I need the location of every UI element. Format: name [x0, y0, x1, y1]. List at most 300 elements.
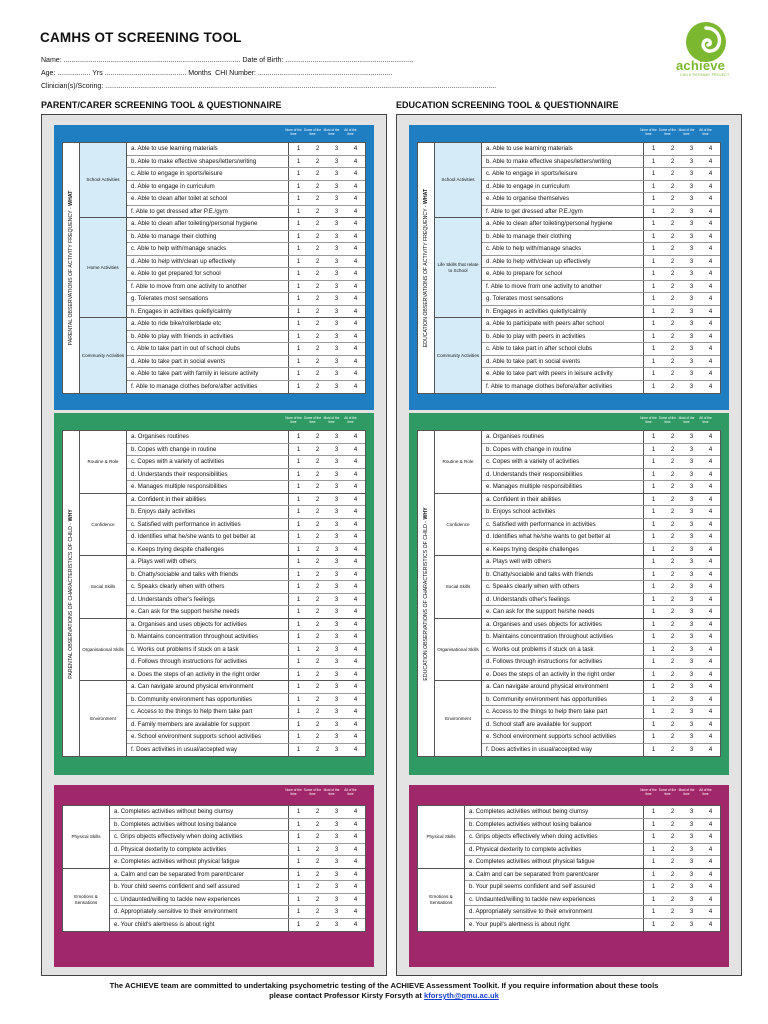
rating-option-3[interactable]: 3	[689, 846, 694, 853]
rating-option-4[interactable]: 4	[353, 671, 358, 678]
rating-option-2[interactable]: 2	[670, 621, 675, 628]
rating-option-3[interactable]: 3	[689, 709, 694, 715]
rating-option-4[interactable]: 4	[708, 834, 713, 840]
rating-option-2[interactable]: 2	[670, 496, 675, 503]
rating-option-4[interactable]: 4	[708, 358, 713, 365]
rating-option-3[interactable]: 3	[334, 146, 339, 152]
rating-option-4[interactable]: 4	[353, 158, 358, 165]
rating-option-2[interactable]: 2	[670, 609, 675, 615]
rating-option-1[interactable]: 1	[296, 571, 301, 578]
rating-option-2[interactable]: 2	[670, 821, 675, 828]
rating-option-3[interactable]: 3	[689, 446, 694, 453]
rating-option-2[interactable]: 2	[315, 258, 320, 265]
rating-option-4[interactable]: 4	[708, 283, 713, 290]
rating-option-3[interactable]: 3	[334, 546, 339, 553]
rating-option-2[interactable]: 2	[670, 746, 675, 753]
rating-option-2[interactable]: 2	[315, 809, 320, 815]
rating-option-1[interactable]: 1	[651, 459, 656, 465]
rating-option-1[interactable]: 1	[296, 846, 301, 853]
rating-option-4[interactable]: 4	[708, 446, 713, 453]
rating-option-1[interactable]: 1	[651, 696, 656, 703]
rating-option-2[interactable]: 2	[315, 634, 320, 640]
rating-option-2[interactable]: 2	[670, 659, 675, 665]
rating-option-1[interactable]: 1	[296, 709, 301, 715]
rating-option-4[interactable]: 4	[353, 596, 358, 603]
rating-option-4[interactable]: 4	[708, 909, 713, 915]
rating-option-4[interactable]: 4	[708, 596, 713, 603]
rating-option-4[interactable]: 4	[353, 746, 358, 753]
rating-option-2[interactable]: 2	[670, 171, 675, 177]
name-field[interactable]: Name: ...........................................................................................	[41, 57, 241, 64]
clinician-field[interactable]: Clinician(s)/Scoring: .........................................................................................................................................................................................................	[41, 83, 497, 90]
rating-option-2[interactable]: 2	[315, 459, 320, 465]
rating-option-1[interactable]: 1	[651, 484, 656, 490]
rating-option-1[interactable]: 1	[651, 271, 656, 277]
rating-option-1[interactable]: 1	[651, 834, 656, 840]
rating-option-4[interactable]: 4	[708, 721, 713, 728]
rating-option-1[interactable]: 1	[296, 346, 301, 352]
rating-option-2[interactable]: 2	[315, 246, 320, 252]
rating-option-3[interactable]: 3	[689, 183, 694, 190]
rating-option-4[interactable]: 4	[708, 171, 713, 177]
rating-option-4[interactable]: 4	[353, 371, 358, 377]
rating-option-1[interactable]: 1	[651, 921, 656, 928]
rating-option-4[interactable]: 4	[353, 584, 358, 590]
rating-option-4[interactable]: 4	[353, 846, 358, 853]
rating-option-1[interactable]: 1	[651, 746, 656, 753]
rating-option-3[interactable]: 3	[689, 246, 694, 252]
rating-option-3[interactable]: 3	[334, 258, 339, 265]
rating-option-1[interactable]: 1	[651, 871, 656, 878]
rating-option-4[interactable]: 4	[708, 208, 713, 215]
rating-option-4[interactable]: 4	[353, 283, 358, 290]
rating-option-4[interactable]: 4	[708, 221, 713, 227]
rating-option-3[interactable]: 3	[334, 871, 339, 878]
rating-option-2[interactable]: 2	[315, 571, 320, 578]
rating-option-2[interactable]: 2	[670, 546, 675, 553]
rating-option-3[interactable]: 3	[689, 734, 694, 740]
rating-option-3[interactable]: 3	[689, 534, 694, 540]
rating-option-2[interactable]: 2	[315, 321, 320, 327]
rating-option-1[interactable]: 1	[296, 896, 301, 903]
rating-option-2[interactable]: 2	[670, 484, 675, 490]
rating-option-1[interactable]: 1	[651, 146, 656, 152]
rating-option-2[interactable]: 2	[670, 358, 675, 365]
rating-option-3[interactable]: 3	[689, 896, 694, 903]
rating-option-1[interactable]: 1	[651, 721, 656, 728]
rating-option-2[interactable]: 2	[315, 471, 320, 478]
rating-option-1[interactable]: 1	[651, 909, 656, 915]
rating-option-4[interactable]: 4	[708, 146, 713, 152]
rating-option-3[interactable]: 3	[689, 546, 694, 553]
rating-option-2[interactable]: 2	[315, 821, 320, 828]
rating-option-3[interactable]: 3	[689, 484, 694, 490]
rating-option-2[interactable]: 2	[670, 158, 675, 165]
rating-option-3[interactable]: 3	[334, 358, 339, 365]
rating-option-3[interactable]: 3	[334, 521, 339, 528]
rating-option-4[interactable]: 4	[708, 321, 713, 327]
rating-option-2[interactable]: 2	[315, 308, 320, 315]
rating-option-1[interactable]: 1	[296, 634, 301, 640]
rating-option-1[interactable]: 1	[651, 383, 656, 390]
rating-option-3[interactable]: 3	[334, 196, 339, 202]
rating-option-2[interactable]: 2	[315, 358, 320, 365]
rating-option-2[interactable]: 2	[315, 696, 320, 703]
rating-option-3[interactable]: 3	[689, 721, 694, 728]
rating-option-4[interactable]: 4	[708, 509, 713, 515]
rating-option-1[interactable]: 1	[296, 609, 301, 615]
rating-option-4[interactable]: 4	[353, 921, 358, 928]
rating-option-2[interactable]: 2	[670, 233, 675, 240]
rating-option-3[interactable]: 3	[334, 684, 339, 690]
rating-option-2[interactable]: 2	[670, 509, 675, 515]
rating-option-1[interactable]: 1	[651, 496, 656, 503]
rating-option-1[interactable]: 1	[651, 446, 656, 453]
rating-option-2[interactable]: 2	[315, 871, 320, 878]
rating-option-2[interactable]: 2	[315, 884, 320, 890]
rating-option-2[interactable]: 2	[670, 846, 675, 853]
rating-option-2[interactable]: 2	[315, 484, 320, 490]
rating-option-1[interactable]: 1	[296, 696, 301, 703]
rating-option-4[interactable]: 4	[708, 709, 713, 715]
rating-option-1[interactable]: 1	[651, 896, 656, 903]
rating-option-4[interactable]: 4	[708, 333, 713, 340]
rating-option-4[interactable]: 4	[708, 496, 713, 503]
rating-option-3[interactable]: 3	[689, 296, 694, 302]
chi-number-field[interactable]: CHI Number: .....................................................................	[215, 70, 393, 77]
rating-option-4[interactable]: 4	[353, 271, 358, 277]
rating-option-3[interactable]: 3	[334, 746, 339, 753]
rating-option-2[interactable]: 2	[670, 521, 675, 528]
rating-option-2[interactable]: 2	[670, 308, 675, 315]
rating-option-4[interactable]: 4	[708, 809, 713, 815]
rating-option-2[interactable]: 2	[315, 734, 320, 740]
rating-option-1[interactable]: 1	[651, 884, 656, 890]
rating-option-3[interactable]: 3	[334, 534, 339, 540]
rating-option-2[interactable]: 2	[315, 596, 320, 603]
rating-option-2[interactable]: 2	[315, 646, 320, 653]
rating-option-3[interactable]: 3	[689, 496, 694, 503]
rating-option-1[interactable]: 1	[651, 571, 656, 578]
rating-option-3[interactable]: 3	[334, 921, 339, 928]
rating-option-2[interactable]: 2	[670, 183, 675, 190]
rating-option-4[interactable]: 4	[353, 221, 358, 227]
rating-option-2[interactable]: 2	[670, 696, 675, 703]
rating-option-1[interactable]: 1	[296, 196, 301, 202]
rating-option-3[interactable]: 3	[689, 596, 694, 603]
rating-option-4[interactable]: 4	[708, 546, 713, 553]
rating-option-1[interactable]: 1	[296, 584, 301, 590]
rating-option-3[interactable]: 3	[689, 909, 694, 915]
rating-option-1[interactable]: 1	[651, 333, 656, 340]
rating-option-3[interactable]: 3	[334, 571, 339, 578]
rating-option-1[interactable]: 1	[296, 208, 301, 215]
rating-option-3[interactable]: 3	[334, 646, 339, 653]
rating-option-2[interactable]: 2	[670, 721, 675, 728]
rating-option-4[interactable]: 4	[353, 258, 358, 265]
rating-option-3[interactable]: 3	[689, 271, 694, 277]
rating-option-1[interactable]: 1	[296, 871, 301, 878]
rating-option-4[interactable]: 4	[708, 734, 713, 740]
rating-option-2[interactable]: 2	[670, 884, 675, 890]
rating-option-4[interactable]: 4	[708, 684, 713, 690]
rating-option-1[interactable]: 1	[296, 308, 301, 315]
rating-option-4[interactable]: 4	[708, 646, 713, 653]
rating-option-1[interactable]: 1	[651, 546, 656, 553]
rating-option-2[interactable]: 2	[315, 559, 320, 565]
rating-option-3[interactable]: 3	[689, 196, 694, 202]
rating-option-1[interactable]: 1	[651, 321, 656, 327]
rating-option-3[interactable]: 3	[689, 921, 694, 928]
rating-option-1[interactable]: 1	[296, 434, 301, 440]
rating-option-1[interactable]: 1	[296, 659, 301, 665]
rating-option-3[interactable]: 3	[689, 171, 694, 177]
rating-option-1[interactable]: 1	[651, 283, 656, 290]
rating-option-4[interactable]: 4	[353, 734, 358, 740]
rating-option-1[interactable]: 1	[296, 559, 301, 565]
rating-option-4[interactable]: 4	[353, 721, 358, 728]
rating-option-1[interactable]: 1	[296, 734, 301, 740]
rating-option-3[interactable]: 3	[334, 383, 339, 390]
rating-option-4[interactable]: 4	[353, 471, 358, 478]
rating-option-3[interactable]: 3	[334, 246, 339, 252]
rating-option-1[interactable]: 1	[651, 196, 656, 202]
rating-option-1[interactable]: 1	[296, 158, 301, 165]
rating-option-1[interactable]: 1	[296, 671, 301, 678]
rating-option-3[interactable]: 3	[334, 634, 339, 640]
rating-option-2[interactable]: 2	[670, 834, 675, 840]
rating-option-2[interactable]: 2	[315, 846, 320, 853]
rating-option-4[interactable]: 4	[708, 846, 713, 853]
rating-option-4[interactable]: 4	[353, 659, 358, 665]
rating-option-3[interactable]: 3	[334, 834, 339, 840]
rating-option-4[interactable]: 4	[353, 696, 358, 703]
rating-option-3[interactable]: 3	[334, 371, 339, 377]
rating-option-2[interactable]: 2	[670, 734, 675, 740]
rating-option-2[interactable]: 2	[315, 584, 320, 590]
rating-option-3[interactable]: 3	[334, 584, 339, 590]
rating-option-4[interactable]: 4	[353, 383, 358, 390]
rating-option-3[interactable]: 3	[334, 333, 339, 340]
rating-option-3[interactable]: 3	[689, 696, 694, 703]
rating-option-4[interactable]: 4	[708, 296, 713, 302]
rating-option-4[interactable]: 4	[708, 308, 713, 315]
rating-option-4[interactable]: 4	[708, 609, 713, 615]
rating-option-3[interactable]: 3	[689, 584, 694, 590]
rating-option-3[interactable]: 3	[334, 609, 339, 615]
rating-option-4[interactable]: 4	[708, 371, 713, 377]
rating-option-3[interactable]: 3	[689, 684, 694, 690]
rating-option-3[interactable]: 3	[334, 884, 339, 890]
rating-option-1[interactable]: 1	[651, 709, 656, 715]
rating-option-2[interactable]: 2	[315, 721, 320, 728]
rating-option-1[interactable]: 1	[296, 859, 301, 865]
rating-option-1[interactable]: 1	[296, 534, 301, 540]
rating-option-4[interactable]: 4	[708, 158, 713, 165]
rating-option-4[interactable]: 4	[353, 233, 358, 240]
rating-option-2[interactable]: 2	[315, 921, 320, 928]
rating-option-4[interactable]: 4	[708, 571, 713, 578]
rating-option-3[interactable]: 3	[334, 859, 339, 865]
rating-option-3[interactable]: 3	[334, 434, 339, 440]
rating-option-2[interactable]: 2	[315, 221, 320, 227]
rating-option-3[interactable]: 3	[689, 871, 694, 878]
rating-option-2[interactable]: 2	[315, 196, 320, 202]
age-field[interactable]: Age: ................. Yrs .......................................... Months	[41, 70, 212, 77]
rating-option-4[interactable]: 4	[353, 634, 358, 640]
rating-option-1[interactable]: 1	[296, 459, 301, 465]
rating-option-1[interactable]: 1	[296, 171, 301, 177]
rating-option-3[interactable]: 3	[689, 383, 694, 390]
rating-option-3[interactable]: 3	[689, 283, 694, 290]
rating-option-2[interactable]: 2	[670, 371, 675, 377]
rating-option-3[interactable]: 3	[334, 221, 339, 227]
rating-option-2[interactable]: 2	[670, 383, 675, 390]
rating-option-1[interactable]: 1	[296, 358, 301, 365]
rating-option-3[interactable]: 3	[689, 609, 694, 615]
rating-option-2[interactable]: 2	[670, 296, 675, 302]
rating-option-4[interactable]: 4	[708, 534, 713, 540]
rating-option-4[interactable]: 4	[353, 496, 358, 503]
rating-option-1[interactable]: 1	[296, 909, 301, 915]
rating-option-4[interactable]: 4	[708, 233, 713, 240]
rating-option-3[interactable]: 3	[334, 158, 339, 165]
rating-option-1[interactable]: 1	[296, 646, 301, 653]
rating-option-1[interactable]: 1	[296, 183, 301, 190]
rating-option-1[interactable]: 1	[296, 546, 301, 553]
rating-option-2[interactable]: 2	[670, 283, 675, 290]
rating-option-3[interactable]: 3	[689, 208, 694, 215]
rating-option-4[interactable]: 4	[353, 709, 358, 715]
rating-option-1[interactable]: 1	[651, 659, 656, 665]
rating-option-1[interactable]: 1	[651, 221, 656, 227]
rating-option-2[interactable]: 2	[315, 746, 320, 753]
rating-option-4[interactable]: 4	[353, 646, 358, 653]
rating-option-4[interactable]: 4	[708, 671, 713, 678]
rating-option-3[interactable]: 3	[689, 834, 694, 840]
rating-option-2[interactable]: 2	[670, 459, 675, 465]
rating-option-4[interactable]: 4	[353, 459, 358, 465]
rating-option-2[interactable]: 2	[315, 371, 320, 377]
rating-option-3[interactable]: 3	[689, 634, 694, 640]
rating-option-4[interactable]: 4	[353, 321, 358, 327]
rating-option-2[interactable]: 2	[670, 346, 675, 352]
rating-option-3[interactable]: 3	[334, 233, 339, 240]
rating-option-4[interactable]: 4	[353, 246, 358, 252]
rating-option-3[interactable]: 3	[334, 308, 339, 315]
rating-option-2[interactable]: 2	[315, 183, 320, 190]
rating-option-2[interactable]: 2	[670, 333, 675, 340]
rating-option-2[interactable]: 2	[670, 534, 675, 540]
rating-option-1[interactable]: 1	[651, 559, 656, 565]
rating-option-3[interactable]: 3	[334, 559, 339, 565]
rating-option-3[interactable]: 3	[689, 509, 694, 515]
rating-option-4[interactable]: 4	[353, 196, 358, 202]
rating-option-1[interactable]: 1	[651, 171, 656, 177]
rating-option-2[interactable]: 2	[315, 896, 320, 903]
rating-option-1[interactable]: 1	[651, 684, 656, 690]
rating-option-1[interactable]: 1	[296, 621, 301, 628]
rating-option-1[interactable]: 1	[651, 158, 656, 165]
rating-option-2[interactable]: 2	[670, 258, 675, 265]
rating-option-1[interactable]: 1	[651, 509, 656, 515]
contact-email-link[interactable]: kforsyth@qmu.ac.uk	[423, 991, 499, 1000]
rating-option-3[interactable]: 3	[689, 308, 694, 315]
rating-option-3[interactable]: 3	[689, 321, 694, 327]
rating-option-4[interactable]: 4	[353, 509, 358, 515]
rating-option-4[interactable]: 4	[353, 333, 358, 340]
rating-option-2[interactable]: 2	[670, 271, 675, 277]
rating-option-4[interactable]: 4	[353, 809, 358, 815]
rating-option-4[interactable]: 4	[708, 746, 713, 753]
rating-option-4[interactable]: 4	[353, 684, 358, 690]
rating-option-1[interactable]: 1	[296, 809, 301, 815]
rating-option-3[interactable]: 3	[689, 333, 694, 340]
rating-option-2[interactable]: 2	[670, 571, 675, 578]
rating-option-4[interactable]: 4	[708, 346, 713, 352]
rating-option-3[interactable]: 3	[689, 459, 694, 465]
rating-option-1[interactable]: 1	[651, 246, 656, 252]
rating-option-1[interactable]: 1	[296, 371, 301, 377]
rating-option-4[interactable]: 4	[708, 859, 713, 865]
rating-option-4[interactable]: 4	[708, 584, 713, 590]
rating-option-2[interactable]: 2	[670, 446, 675, 453]
rating-option-3[interactable]: 3	[334, 446, 339, 453]
rating-option-1[interactable]: 1	[651, 584, 656, 590]
rating-option-2[interactable]: 2	[315, 233, 320, 240]
rating-option-4[interactable]: 4	[353, 896, 358, 903]
rating-option-3[interactable]: 3	[689, 358, 694, 365]
rating-option-3[interactable]: 3	[334, 621, 339, 628]
rating-option-2[interactable]: 2	[670, 921, 675, 928]
rating-option-4[interactable]: 4	[353, 346, 358, 352]
rating-option-1[interactable]: 1	[651, 296, 656, 302]
rating-option-3[interactable]: 3	[689, 571, 694, 578]
rating-option-3[interactable]: 3	[689, 471, 694, 478]
rating-option-1[interactable]: 1	[651, 534, 656, 540]
rating-option-1[interactable]: 1	[651, 646, 656, 653]
rating-option-1[interactable]: 1	[296, 921, 301, 928]
rating-option-4[interactable]: 4	[708, 659, 713, 665]
rating-option-1[interactable]: 1	[651, 434, 656, 440]
rating-option-2[interactable]: 2	[670, 471, 675, 478]
rating-option-4[interactable]: 4	[353, 884, 358, 890]
rating-option-1[interactable]: 1	[296, 246, 301, 252]
rating-option-3[interactable]: 3	[334, 721, 339, 728]
rating-option-3[interactable]: 3	[334, 896, 339, 903]
rating-option-2[interactable]: 2	[670, 909, 675, 915]
rating-option-3[interactable]: 3	[334, 208, 339, 215]
rating-option-4[interactable]: 4	[708, 871, 713, 878]
rating-option-3[interactable]: 3	[689, 559, 694, 565]
rating-option-2[interactable]: 2	[670, 221, 675, 227]
rating-option-2[interactable]: 2	[315, 496, 320, 503]
rating-option-1[interactable]: 1	[651, 208, 656, 215]
rating-option-3[interactable]: 3	[334, 283, 339, 290]
rating-option-1[interactable]: 1	[651, 596, 656, 603]
rating-option-4[interactable]: 4	[353, 484, 358, 490]
rating-option-3[interactable]: 3	[689, 621, 694, 628]
rating-option-2[interactable]: 2	[315, 521, 320, 528]
rating-option-2[interactable]: 2	[315, 659, 320, 665]
rating-option-3[interactable]: 3	[689, 671, 694, 678]
rating-option-3[interactable]: 3	[334, 296, 339, 302]
rating-option-4[interactable]: 4	[708, 559, 713, 565]
rating-option-2[interactable]: 2	[670, 596, 675, 603]
rating-option-1[interactable]: 1	[296, 321, 301, 327]
rating-option-1[interactable]: 1	[296, 258, 301, 265]
rating-option-1[interactable]: 1	[296, 484, 301, 490]
